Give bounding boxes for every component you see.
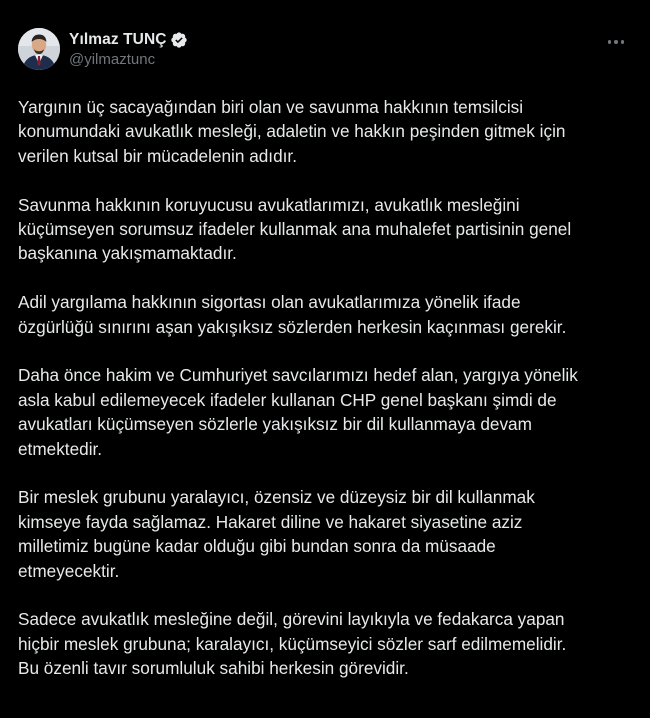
author-display-name[interactable]: Yılmaz TUNÇ bbox=[69, 31, 167, 48]
more-dot bbox=[621, 40, 625, 44]
tweet-paragraph: Adil yargılama hakkının sigortası olan avukatlarımıza yönelik ifade özgürlüğü sınırını aşan yakışıksız sözlerden herkesin kaçınması gerekir. bbox=[18, 292, 567, 337]
more-dot bbox=[614, 40, 618, 44]
name-row bbox=[69, 30, 188, 50]
tweet-text bbox=[18, 95, 632, 681]
tweet-paragraph: Bir meslek grubunu yaralayıcı, özensiz ve düzeysiz bir dil kullanmak kimseye fayda sağlamaz. Hakaret diline ve hakaret siyasetine aziz milletimiz bugüne kadar olduğu gibi bundan sonra da müsaade etmeyecektir. bbox=[18, 487, 535, 581]
tweet-paragraph: Yargının üç sacayağından biri olan ve savunma hakkının temsilcisi konumundaki avukatlık mesleği, adaletin ve hakkın peşinden gitmek için verilen kutsal bir mücadelenin adıdır. bbox=[18, 97, 566, 166]
tweet-paragraph: Savunma hakkının koruyucusu avukatlarımızı, avukatlık mesleğini küçümseyen sorumsuz ifadeler kullanmak ana muhalefet partisinin genel başkanına yakışmamaktadır. bbox=[18, 194, 572, 264]
more-dot bbox=[608, 40, 612, 44]
author-handle[interactable]: @yilmaztunc bbox=[69, 51, 156, 68]
verified-badge-icon bbox=[170, 31, 188, 49]
more-horizontal-icon[interactable] bbox=[604, 32, 628, 52]
avatar-photo-icon bbox=[18, 28, 60, 70]
tweet-header bbox=[18, 26, 632, 72]
tweet-paragraph: Sadece avukatlık mesleğine değil, görevini layıkıyla ve fedakarca yapan hiçbir meslek grubuna; karalayıcı, küçümseyici sözler sarf edilmemelidir. Bu özenli tavır sorumluluk sahibi herkesin görevidir. bbox=[18, 609, 567, 679]
author-names bbox=[69, 30, 188, 68]
avatar[interactable] bbox=[18, 28, 60, 70]
tweet-paragraph: Daha önce hakim ve Cumhuriyet savcılarımızı hedef alan, yargıya yönelik asla kabul edilemeyecek ifadeler kullanan CHP genel başkanı şimdi de avukatları küçümseyen sözlerle yakışıksız bir dil kullanmaya devam etmektedir. bbox=[18, 365, 578, 459]
